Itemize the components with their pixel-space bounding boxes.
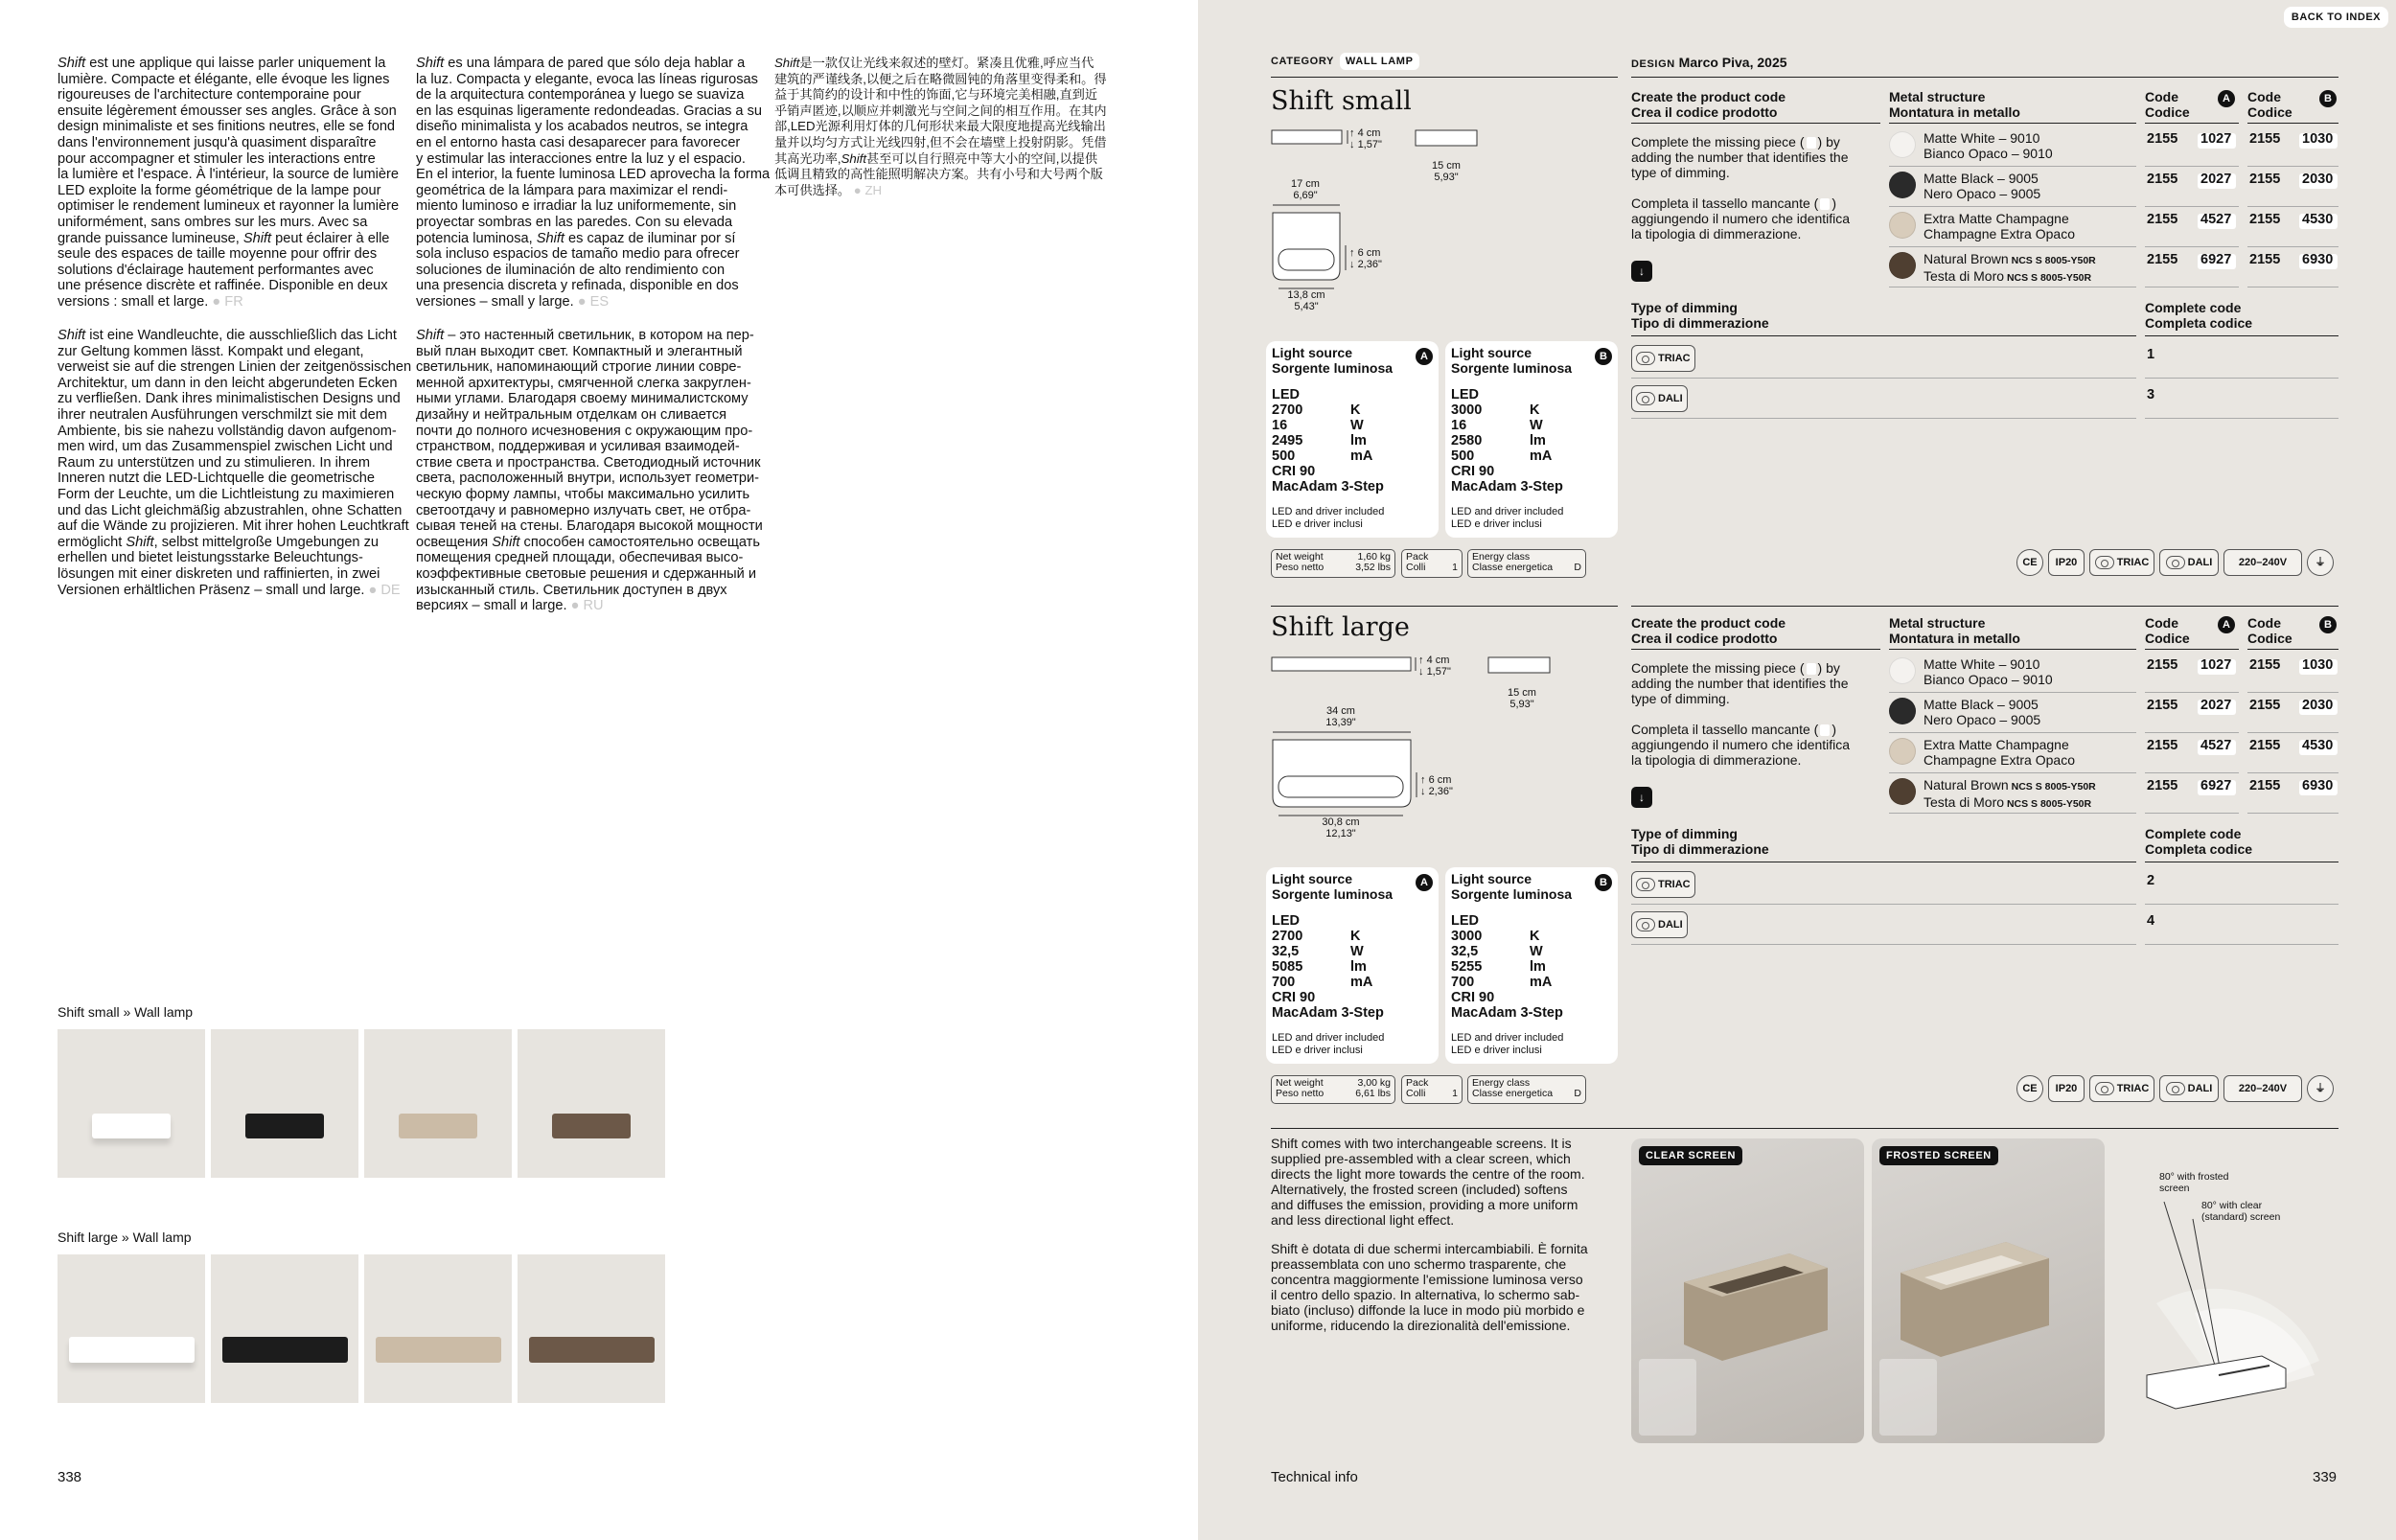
driver-dali-badge: DALI bbox=[2159, 1075, 2219, 1102]
col-code-b-large: Code Codice B bbox=[2247, 615, 2338, 646]
product-code-part: 2155 bbox=[2147, 131, 2178, 147]
product-code-part: 2155 bbox=[2147, 172, 2178, 187]
ip20-badge: IP20 bbox=[2048, 549, 2085, 576]
complete-code-triac-small: 1 bbox=[2147, 347, 2155, 362]
dimming-title-small: Type of dimming Tipo di dimmerazione bbox=[1631, 300, 1769, 331]
thumb-large-brown bbox=[518, 1254, 665, 1403]
finish-swatch bbox=[1889, 131, 1916, 158]
frosted-screen-photo: FROSTED SCREEN bbox=[1872, 1138, 2105, 1443]
finish-swatch bbox=[1889, 172, 1916, 198]
light-source-card-a-small: Light source Sorgente luminosa A LED 2700 K 16 W 2495 lm 500 mA CRI 90 MacAdam 3-Step LED and driver included LED e driver inclusi bbox=[1266, 341, 1439, 538]
footer-label: Technical info bbox=[1271, 1469, 1358, 1485]
finish-name: Matte White – 9010 Bianco Opaco – 9010 bbox=[1924, 130, 2053, 161]
screens-text-it: Shift è dotata di due schermi intercambiabili. È fornita preassemblata con uno schermo trasparente, che concentra maggiormente l'emissione luminosa verso il centro dello spazio. In alternativa, lo schermo sab- biato (incluso) diffonde la luce in modo più morbido e uniforme, riducendo la direzionalità dell'emissione. bbox=[1271, 1241, 1588, 1333]
product-code-part: 1027 bbox=[2200, 657, 2232, 673]
product-code-part: 6930 bbox=[2302, 778, 2334, 793]
dimming-title-large: Type of dimming Tipo di dimmerazione bbox=[1631, 826, 1769, 857]
ground-icon: ⏚ bbox=[2307, 549, 2334, 576]
dim-width-large: 34 cm 13,39" bbox=[1325, 705, 1356, 728]
product-code-part: 2155 bbox=[2249, 698, 2281, 713]
dim-front-width-small: 13,8 cm 5,43" bbox=[1287, 289, 1325, 312]
complete-code-dali-large: 4 bbox=[2147, 913, 2155, 929]
dimming-dali-large: DALI bbox=[1631, 911, 1688, 938]
product-code-part: 2027 bbox=[2200, 698, 2232, 713]
product-code-part: 2155 bbox=[2249, 778, 2281, 793]
dim-front-width-large: 30,8 cm 12,13" bbox=[1322, 816, 1360, 839]
complete-title-small: Complete code Completa codice bbox=[2145, 300, 2253, 331]
product-code-part: 4530 bbox=[2302, 212, 2334, 227]
driver-triac-badge: TRIAC bbox=[2089, 549, 2154, 576]
thumb-large-champagne bbox=[364, 1254, 512, 1403]
dim-depth-small: 15 cm 5,93" bbox=[1432, 160, 1461, 183]
product-code-part: 6927 bbox=[2200, 778, 2232, 793]
light-source-card-a-large: Light source Sorgente luminosa A LED 2700 K 32,5 W 5085 lm 700 mA CRI 90 MacAdam 3-Step LED and driver included LED e driver inclusi bbox=[1266, 867, 1439, 1064]
col-code-b-small: Code Codice B bbox=[2247, 89, 2338, 120]
small-caption: Shift small » Wall lamp bbox=[58, 1004, 194, 1020]
thumb-small-black bbox=[211, 1029, 358, 1178]
product-code-part: 2155 bbox=[2147, 738, 2178, 753]
product-title-small: Shift small bbox=[1271, 86, 1412, 116]
dim-height-large: ↑ 4 cm ↓ 1,57" bbox=[1418, 655, 1451, 678]
dim-depth-large: 15 cm 5,93" bbox=[1508, 687, 1536, 710]
voltage-badge: 220–240V bbox=[2223, 549, 2302, 576]
thumb-small-brown bbox=[518, 1029, 665, 1178]
product-code-part: 6927 bbox=[2200, 252, 2232, 267]
product-code-part: 2030 bbox=[2302, 698, 2334, 713]
text-fr: Shift est une applique qui laisse parler uniquement la lumière. Compacte et élégante, elle évoque les lignes rigoureuses de l'architecture contemporaine pour ensuite légèrement émousser ses angles. Grâce à son design minimaliste et ses finitions neutres, elle se fond dans l'environnement jusqu'à quasiment disparaître pour accompagner et stimuler les interactions entre la lumière et l'espace. À l'intérieur, la source de lumière LED exploite la forme géométrique de la lampe pour optimiser le rendement lumineux et rayonner la lumière uniformément, sans ombres sur les murs. Avec sa grande puissance lumineuse, Shift peut éclairer à elle seule des espaces de taille moyenne pour offrir des solutions d'éclairage hautement performantes avec une présence discrète et raffinée. Disponible en deux versions : small et large. ● FR bbox=[58, 56, 400, 310]
dim-front-height-small: ↑ 6 cm ↓ 2,36" bbox=[1349, 247, 1382, 270]
finish-swatch bbox=[1889, 212, 1916, 239]
dimension-drawing-large bbox=[1271, 652, 1618, 843]
back-to-index-button[interactable]: BACK TO INDEX bbox=[2284, 7, 2388, 28]
thumb-small-champagne bbox=[364, 1029, 512, 1178]
product-code-part: 1027 bbox=[2200, 131, 2232, 147]
text-de: Shift ist eine Wandleuchte, die ausschließlich das Licht zur Geltung kommen lässt. Kompakt und elegant, verweist sie auf die strengen Linien der zeitgenössischen Architektur, um dann in den leicht abgerundeten Ecken zu verfließen. Dank ihres minimalistischen Designs und ihrer neutralen Ausführungen verschmilzt sie mit dem Ambiente, bis sie nahezu vollständig davon aufgenom- men wird, um das Zusammenspiel zwischen Licht und Raum zu unterstützen und zu stimulieren. In ihrem Inneren nutzt die LED-Lichtquelle die geometrische Form der Leuchte, um die Lichtleistung zu maximieren und das Licht gleichmäßig abzustrahlen, ohne Schatten auf die Wände zu projizieren. Mit ihrer hohen Leuchtkraft ermöglicht Shift, selbst mittelgroße Umgebungen zu erhellen und bietet leistungsstarke Beleuchtungs- lösungen mit einer diskreten und raffinierten, in zwei Versionen erhältlichen Präsenz – small und large. ● DE bbox=[58, 328, 412, 598]
finish-swatch bbox=[1889, 657, 1916, 684]
dim-front-height-large: ↑ 6 cm ↓ 2,36" bbox=[1420, 774, 1453, 797]
page-number-right: 339 bbox=[2313, 1469, 2338, 1485]
dimming-dali-small: DALI bbox=[1631, 385, 1688, 412]
col-code-a-large: Code Codice A bbox=[2145, 615, 2239, 646]
angle-frosted-label: 80° with frosted screen bbox=[2159, 1171, 2229, 1194]
text-zh: Shift是一款仅让光线来叙述的壁灯。紧凑且优雅,呼应当代 建筑的严谨线条,以便之后在略微圆钝的角落里变得柔和。得 益于其简约的设计和中性的饰面,它与环境完美相融,直到近 乎销声匿迹,以顺应并刺激光与空间之间的相互作用。在其内 部,LED光源利用灯体的几何形状来最大限度地提高光线输出 量并以均匀方式让光线四射,但不会在墙壁上投射阴影。凭借 其高光功率,Shift甚至可以自行照亮中等大小的空间,以提供 低调且精致的高性能照明解决方案。共有小号和大号两个版 本可供选择。 ● ZH bbox=[774, 56, 1107, 197]
product-code-part: 2155 bbox=[2147, 778, 2178, 793]
product-code-part: 2155 bbox=[2147, 698, 2178, 713]
product-code-part: 2155 bbox=[2249, 212, 2281, 227]
product-code-part: 4527 bbox=[2200, 738, 2232, 753]
product-code-part: 6930 bbox=[2302, 252, 2334, 267]
thumb-small-white bbox=[58, 1029, 205, 1178]
category: CATEGORY WALL LAMP bbox=[1271, 53, 1419, 70]
net-weight-small: Net weight 1,60 kg Peso netto 3,52 lbs bbox=[1271, 549, 1395, 578]
dimmer-icon bbox=[2095, 556, 2114, 569]
finish-name: Extra Matte Champagne Champagne Extra Opaco bbox=[1924, 737, 2075, 768]
finish-swatch bbox=[1889, 252, 1916, 279]
dimmer-icon bbox=[2166, 556, 2185, 569]
pack-large: Pack Colli 1 bbox=[1401, 1075, 1463, 1104]
product-code-part: 2155 bbox=[2147, 212, 2178, 227]
dimmer-icon bbox=[2166, 1082, 2185, 1095]
finish-swatch bbox=[1889, 738, 1916, 765]
col-metal-large: Metal structure Montatura in metallo bbox=[1889, 615, 2020, 646]
design-credit: DESIGN Marco Piva, 2025 bbox=[1631, 55, 1787, 70]
product-code-part: 4527 bbox=[2200, 212, 2232, 227]
col-create-small: Create the product code Crea il codice prodotto bbox=[1631, 89, 1786, 120]
text-es: Shift es una lámpara de pared que sólo deja hablar a la luz. Compacta y elegante, evoca las líneas rigurosas de la arquitectura contemporánea y luego se suaviza en las esquinas ligeramente redondeadas. Gracias a su diseño minimalista y los acabados neutros, se integra en el entorno hasta casi desaparecer para favorecer y estimular las interacciones entre la luz y el espacio. En el interior, la fuente luminosa LED aprovecha la forma geométrica de la lámpara para maximizar el rendi- miento luminoso e irradiar la luz uniformemente, sin proyectar sombras en las paredes. Con su elevada potencia luminosa, Shift es capaz de iluminar por sí sola incluso espacios de tamaño medio para ofrecer soluciones de iluminación de alto rendimiento con una presencia discreta y refinada, disponible en dos versiones – small y large. ● ES bbox=[416, 56, 771, 310]
light-source-card-b-small: Light source Sorgente luminosa B LED 3000 K 16 W 2580 lm 500 mA CRI 90 MacAdam 3-Step LED and driver included LED e driver inclusi bbox=[1445, 341, 1618, 538]
screens-text-en: Shift comes with two interchangeable screens. It is supplied pre-assembled with a clear screen, which directs the light more towards the centre of the room. Alternatively, the frosted screen (included) softens and diffuses the emission, providing a more uniform and less directional light effect. bbox=[1271, 1136, 1585, 1228]
product-code-part: 2155 bbox=[2249, 172, 2281, 187]
create-instructions-small: Complete the missing piece ( ) by adding the number that identifies the type of dimming. Completa il tassello mancante ( ) aggiungendo il numero che identifica la tipologia di dimmerazione. bbox=[1631, 134, 1851, 241]
ce-mark-icon: CE bbox=[2016, 1075, 2043, 1102]
finish-swatch bbox=[1889, 778, 1916, 805]
ground-icon: ⏚ bbox=[2307, 1075, 2334, 1102]
product-code-part: 2155 bbox=[2147, 252, 2178, 267]
thumb-large-white bbox=[58, 1254, 205, 1403]
finish-name: Matte Black – 9005 Nero Opaco – 9005 bbox=[1924, 171, 2041, 201]
product-code-part: 2155 bbox=[2249, 252, 2281, 267]
driver-dali-badge: DALI bbox=[2159, 549, 2219, 576]
finish-name: Matte Black – 9005 Nero Opaco – 9005 bbox=[1924, 697, 2041, 727]
ce-mark-icon: CE bbox=[2016, 549, 2043, 576]
finish-swatch bbox=[1889, 698, 1916, 724]
pack-small: Pack Colli 1 bbox=[1401, 549, 1463, 578]
product-code-part: 1030 bbox=[2302, 131, 2334, 147]
dimming-triac-small: TRIAC bbox=[1631, 345, 1695, 372]
product-title-large: Shift large bbox=[1271, 612, 1410, 642]
product-code-part: 2155 bbox=[2249, 131, 2281, 147]
clear-screen-photo: CLEAR SCREEN bbox=[1631, 1138, 1864, 1443]
arrow-down-icon: ↓ bbox=[1631, 261, 1652, 282]
angle-clear-label: 80° with clear (standard) screen bbox=[2201, 1200, 2281, 1223]
col-metal-small: Metal structure Montatura in metallo bbox=[1889, 89, 2020, 120]
light-source-card-b-large: Light source Sorgente luminosa B LED 3000 K 32,5 W 5255 lm 700 mA CRI 90 MacAdam 3-Step LED and driver included LED e driver inclusi bbox=[1445, 867, 1618, 1064]
dimmer-icon bbox=[1636, 918, 1655, 931]
dim-width-small: 17 cm 6,69" bbox=[1291, 178, 1320, 201]
ip20-badge: IP20 bbox=[2048, 1075, 2085, 1102]
dimmer-icon bbox=[1636, 878, 1655, 891]
create-instructions-large: Complete the missing piece ( ) by adding the number that identifies the type of dimming. Completa il tassello mancante ( ) aggiungendo il numero che identifica la tipologia di dimmerazione. bbox=[1631, 660, 1851, 768]
complete-code-dali-small: 3 bbox=[2147, 387, 2155, 402]
finish-name: Natural Brown NCS S 8005-Y50R Testa di Moro NCS S 8005-Y50R bbox=[1924, 777, 2096, 810]
driver-triac-badge: TRIAC bbox=[2089, 1075, 2154, 1102]
large-caption: Shift large » Wall lamp bbox=[58, 1230, 192, 1245]
dimmer-icon bbox=[1636, 352, 1655, 365]
dimmer-icon bbox=[1636, 392, 1655, 405]
finish-name: Extra Matte Champagne Champagne Extra Opaco bbox=[1924, 211, 2075, 241]
product-code-part: 2155 bbox=[2249, 657, 2281, 673]
product-code-part: 4530 bbox=[2302, 738, 2334, 753]
product-code-part: 2027 bbox=[2200, 172, 2232, 187]
voltage-badge: 220–240V bbox=[2223, 1075, 2302, 1102]
text-ru: Shift – это настенный светильник, в котором на пер- вый план выходит свет. Компактный и элегантный светильник, напоминающий строгие линии совре- менной архитектуры, смягченной слегка закруглен- ными углами. Благодаря своему минималистскому дизайну и нейтральным отделкам он сливается почти до полного исчезновения с окружающим про- странством, поддерживая и усиливая взаимодей- ствие света и пространства. Светодиодный источник света, расположенный внутри, использует геометри- ческую форму лампы, чтобы максимально усилить светоотдачу и равномерно излучать свет, не отбра- сывая теней на стены. Благодаря высокой мощности освещения Shift способен самостоятельно освещать помещения средней площади, обеспечивая высо- коэффективные световые решения и сдержанный и изысканный стиль. Светильник доступен в двух версиях – small и large. ● RU bbox=[416, 328, 763, 614]
dimension-drawing-small bbox=[1271, 125, 1618, 316]
dim-height-small: ↑ 4 cm ↓ 1,57" bbox=[1349, 127, 1382, 150]
net-weight-large: Net weight 3,00 kg Peso netto 6,61 lbs bbox=[1271, 1075, 1395, 1104]
product-code-part: 1030 bbox=[2302, 657, 2334, 673]
right-page bbox=[1198, 0, 2396, 1540]
finish-name: Matte White – 9010 Bianco Opaco – 9010 bbox=[1924, 656, 2053, 687]
energy-class-large: Energy class Classe energetica D bbox=[1467, 1075, 1586, 1104]
product-code-part: 2155 bbox=[2147, 657, 2178, 673]
complete-code-triac-large: 2 bbox=[2147, 873, 2155, 888]
thumb-large-black bbox=[211, 1254, 358, 1403]
col-code-a-small: Code Codice A bbox=[2145, 89, 2239, 120]
arrow-down-icon: ↓ bbox=[1631, 787, 1652, 808]
page-number-left: 338 bbox=[58, 1469, 82, 1485]
dimmer-icon bbox=[2095, 1082, 2114, 1095]
energy-class-small: Energy class Classe energetica D bbox=[1467, 549, 1586, 578]
product-code-part: 2030 bbox=[2302, 172, 2334, 187]
dimming-triac-large: TRIAC bbox=[1631, 871, 1695, 898]
col-create-large: Create the product code Crea il codice prodotto bbox=[1631, 615, 1786, 646]
finish-name: Natural Brown NCS S 8005-Y50R Testa di Moro NCS S 8005-Y50R bbox=[1924, 251, 2096, 284]
product-code-part: 2155 bbox=[2249, 738, 2281, 753]
complete-title-large: Complete code Completa codice bbox=[2145, 826, 2253, 857]
